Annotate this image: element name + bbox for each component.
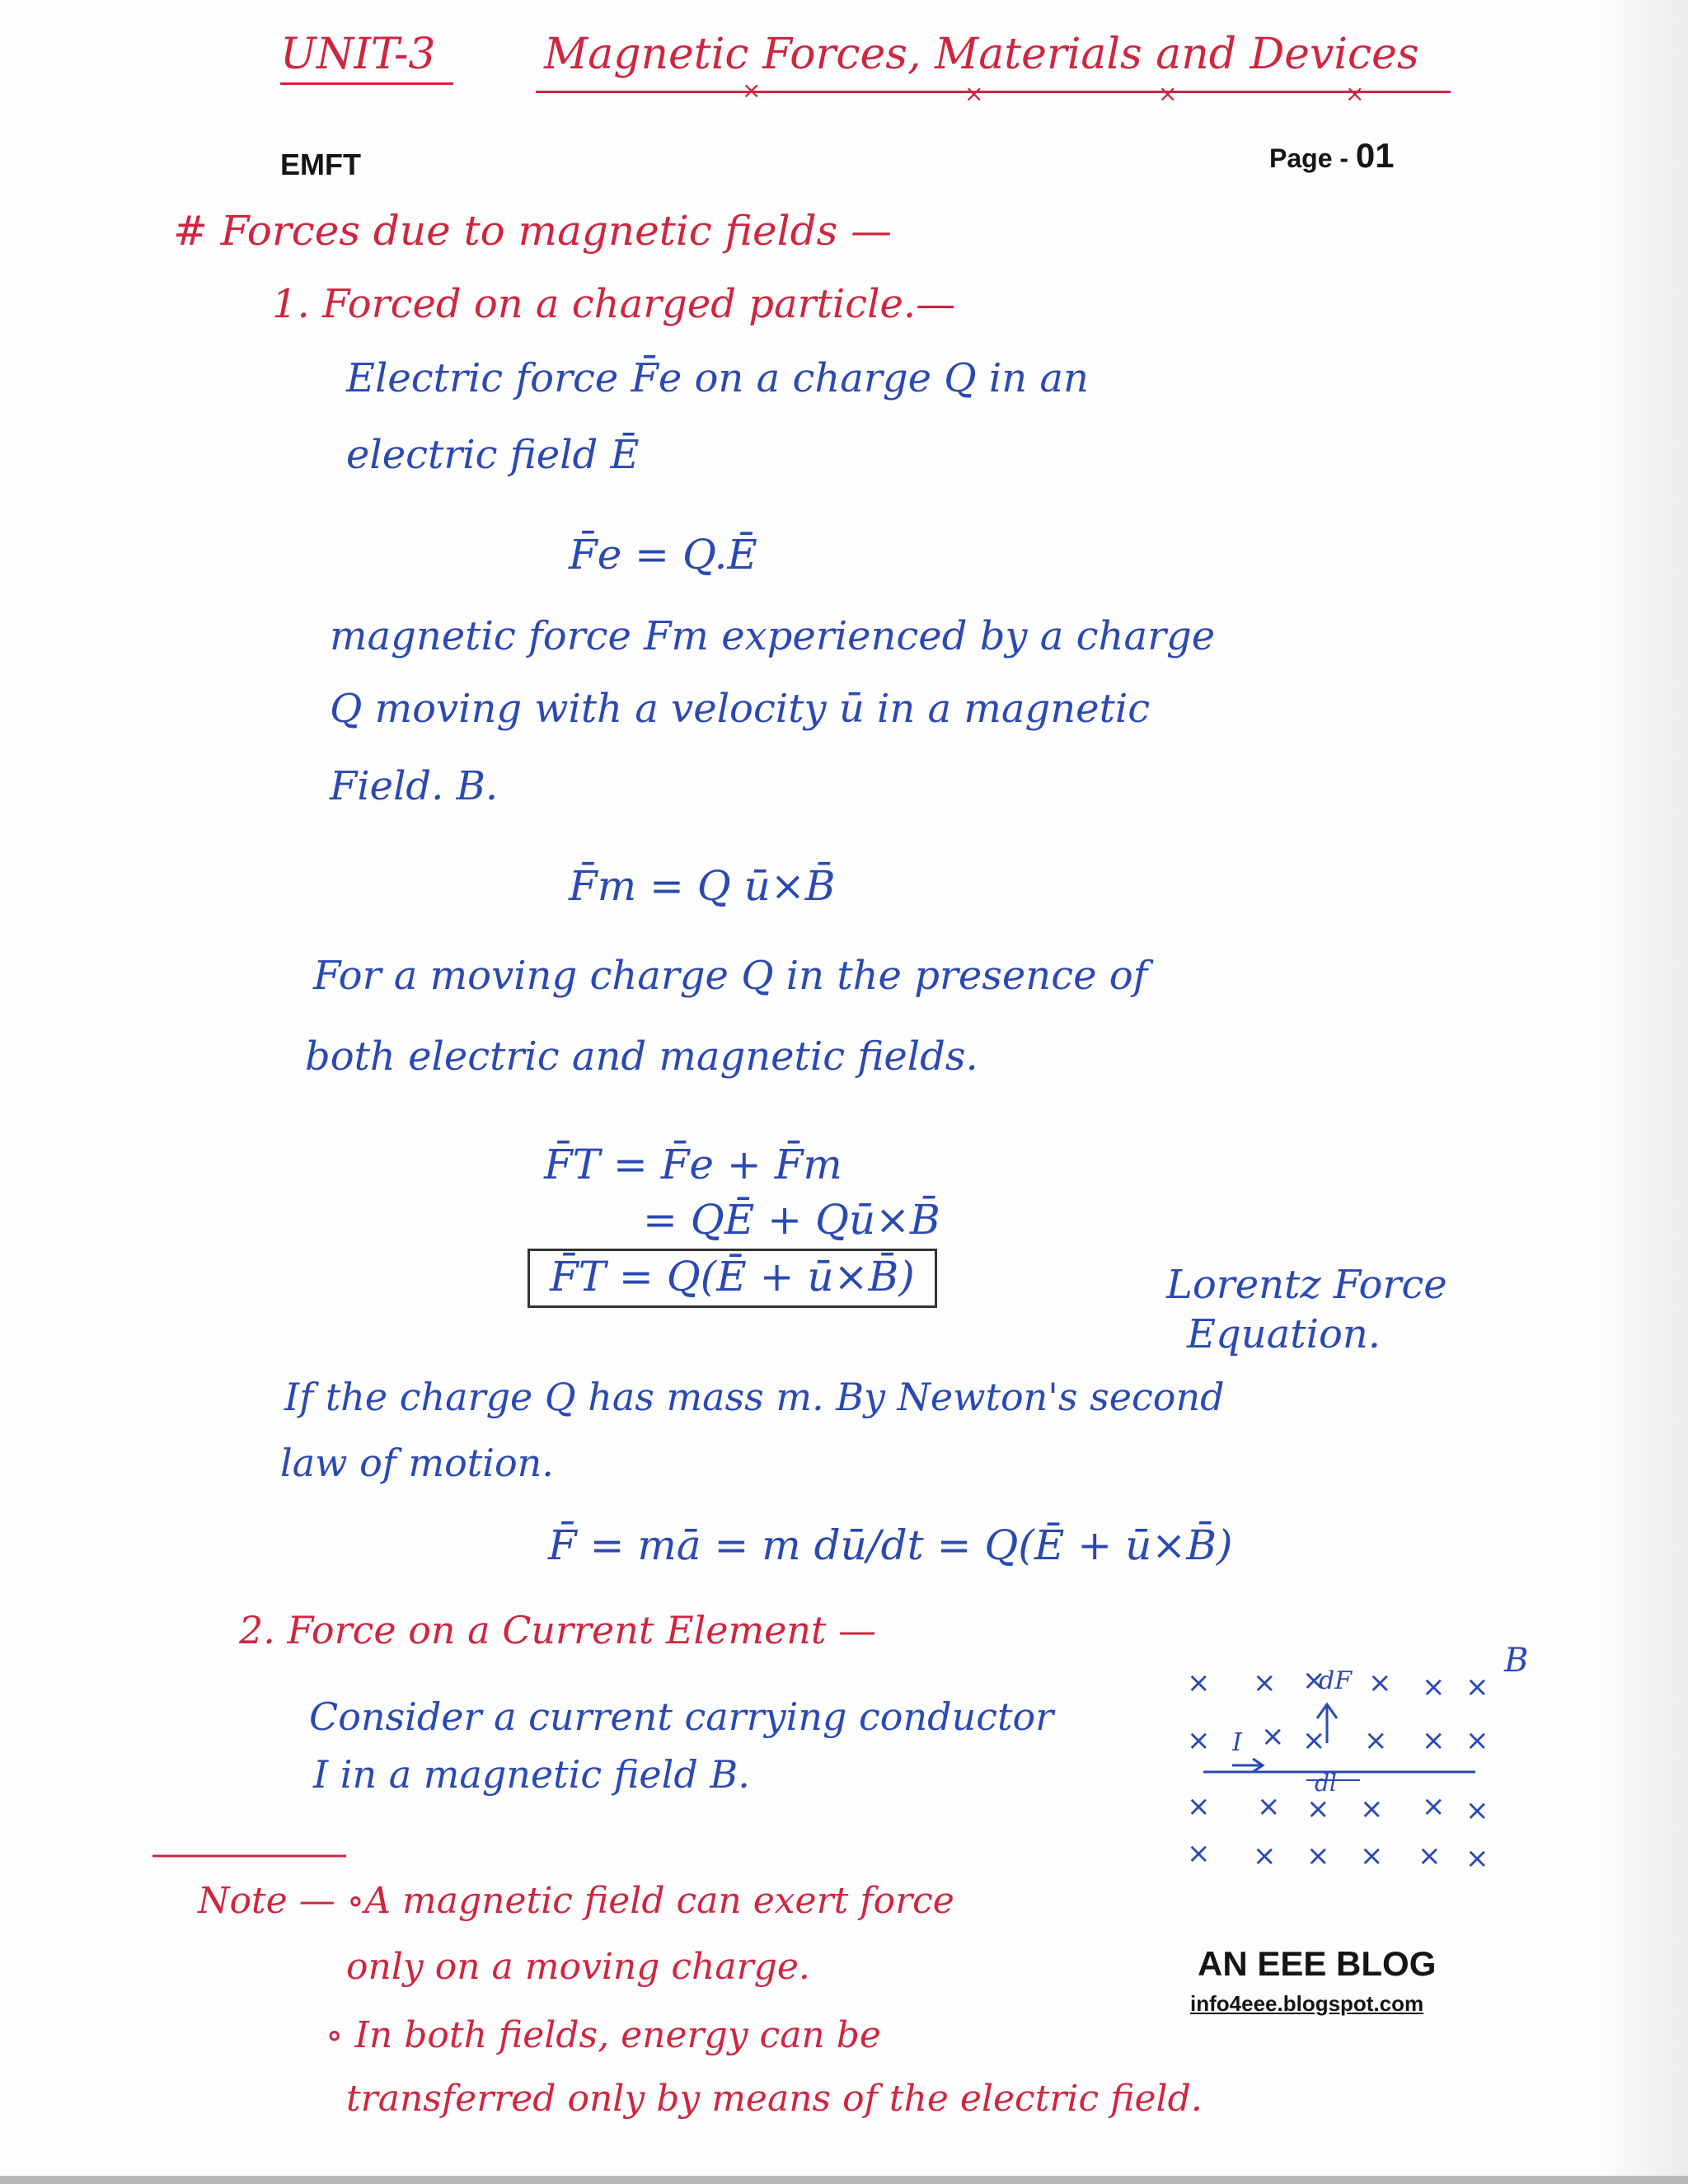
- note-line1: Note — ∘A magnetic field can exert force: [198, 1880, 954, 1922]
- equation-total-force: F̄T = F̄e + F̄m: [544, 1141, 842, 1188]
- sub1-line4: Q moving with a velocity ū in a magnetic: [330, 686, 1151, 732]
- field-cross: ×: [1253, 1840, 1277, 1872]
- note-line3: ∘ In both fields, energy can be: [326, 2014, 881, 2056]
- sub2-line1: Consider a current carrying conductor: [309, 1694, 1054, 1739]
- underline-cross-2: ×: [964, 80, 984, 107]
- page-prefix: Page -: [1269, 143, 1356, 173]
- sub1-heading: 1. Forced on a charged particle.—: [272, 281, 956, 327]
- blog-url-link[interactable]: info4eee.blogspot.com: [1190, 1991, 1424, 2016]
- equation-newton: F̄ = mā = m dū/dt = Q(Ē + ū×B̄): [548, 1521, 1233, 1569]
- sub2-heading: 2. Force on a Current Element —: [239, 1608, 877, 1652]
- page-number: 01: [1355, 136, 1395, 175]
- underline-cross-1: ×: [742, 77, 762, 104]
- field-cross: ×: [1418, 1840, 1442, 1872]
- field-cross: ×: [1422, 1790, 1446, 1823]
- field-cross: ×: [1253, 1666, 1277, 1699]
- sub1-line8: If the charge Q has mass m. By Newton's second: [284, 1375, 1225, 1419]
- topic-title: Magnetic Forces, Materials and Devices: [544, 30, 1419, 79]
- field-cross: ×: [1422, 1671, 1446, 1704]
- sub1-line7: both electric and magnetic fields.: [305, 1033, 978, 1080]
- field-cross: ×: [1368, 1666, 1392, 1699]
- force-label: dF: [1319, 1666, 1353, 1695]
- field-cross: ×: [1364, 1724, 1388, 1757]
- field-cross: ×: [1302, 1724, 1326, 1757]
- sub1-line3: magnetic force Fm experienced by a charge: [330, 613, 1216, 659]
- field-cross: ×: [1465, 1794, 1489, 1827]
- lorentz-equation-box: F̄T = Q(Ē + ū×B̄): [528, 1249, 937, 1308]
- field-cross: ×: [1465, 1671, 1489, 1704]
- current-label: I: [1232, 1728, 1242, 1757]
- field-cross: ×: [1360, 1840, 1384, 1872]
- sub2-line2: I in a magnetic field B.: [313, 1752, 750, 1797]
- equation-electric-force: F̄e = Q.Ē: [569, 531, 757, 579]
- field-cross: ×: [1302, 1664, 1326, 1697]
- note-line2: only on a moving charge.: [346, 1946, 810, 1988]
- equation-total-force-expanded: = QĒ + Qū×B̄: [643, 1196, 940, 1244]
- field-cross: ×: [1465, 1724, 1489, 1757]
- sub1-line1: Electric force F̄e on a charge Q in an: [346, 355, 1089, 401]
- field-cross: ×: [1187, 1790, 1211, 1823]
- field-cross: ×: [1422, 1724, 1446, 1757]
- sub1-line5: Field. B.: [330, 763, 499, 809]
- equation-magnetic-force: F̄m = Q ū×B̄: [569, 862, 836, 910]
- field-label: B: [1504, 1642, 1529, 1680]
- sub1-line2: electric field Ē: [346, 432, 640, 478]
- sub1-line9: law of motion.: [280, 1441, 554, 1485]
- field-cross: ×: [1187, 1666, 1211, 1699]
- underline-cross-4: ×: [1345, 80, 1365, 107]
- field-cross: ×: [1465, 1842, 1489, 1875]
- lorentz-label-1: Lorentz Force: [1166, 1262, 1447, 1308]
- field-cross: ×: [1187, 1837, 1211, 1870]
- field-cross: ×: [1261, 1720, 1285, 1753]
- unit-title: UNIT-3: [280, 30, 436, 79]
- field-cross: ×: [1187, 1724, 1211, 1757]
- length-label: dl: [1315, 1769, 1337, 1797]
- field-cross: ×: [1360, 1793, 1384, 1825]
- field-cross: ×: [1306, 1840, 1330, 1872]
- underline-cross-3: ×: [1158, 80, 1178, 107]
- lorentz-label-2: Equation.: [1187, 1311, 1381, 1357]
- section-heading: # Forces due to magnetic fields —: [173, 207, 893, 255]
- note-line4: transferred only by means of the electric field.: [346, 2078, 1203, 2120]
- field-cross: ×: [1257, 1790, 1281, 1823]
- sub1-line6: For a moving charge Q in the presence of: [313, 953, 1148, 999]
- blog-name: AN EEE BLOG: [1198, 1944, 1437, 1983]
- course-code: EMFT: [280, 148, 361, 181]
- field-cross: ×: [1306, 1793, 1330, 1825]
